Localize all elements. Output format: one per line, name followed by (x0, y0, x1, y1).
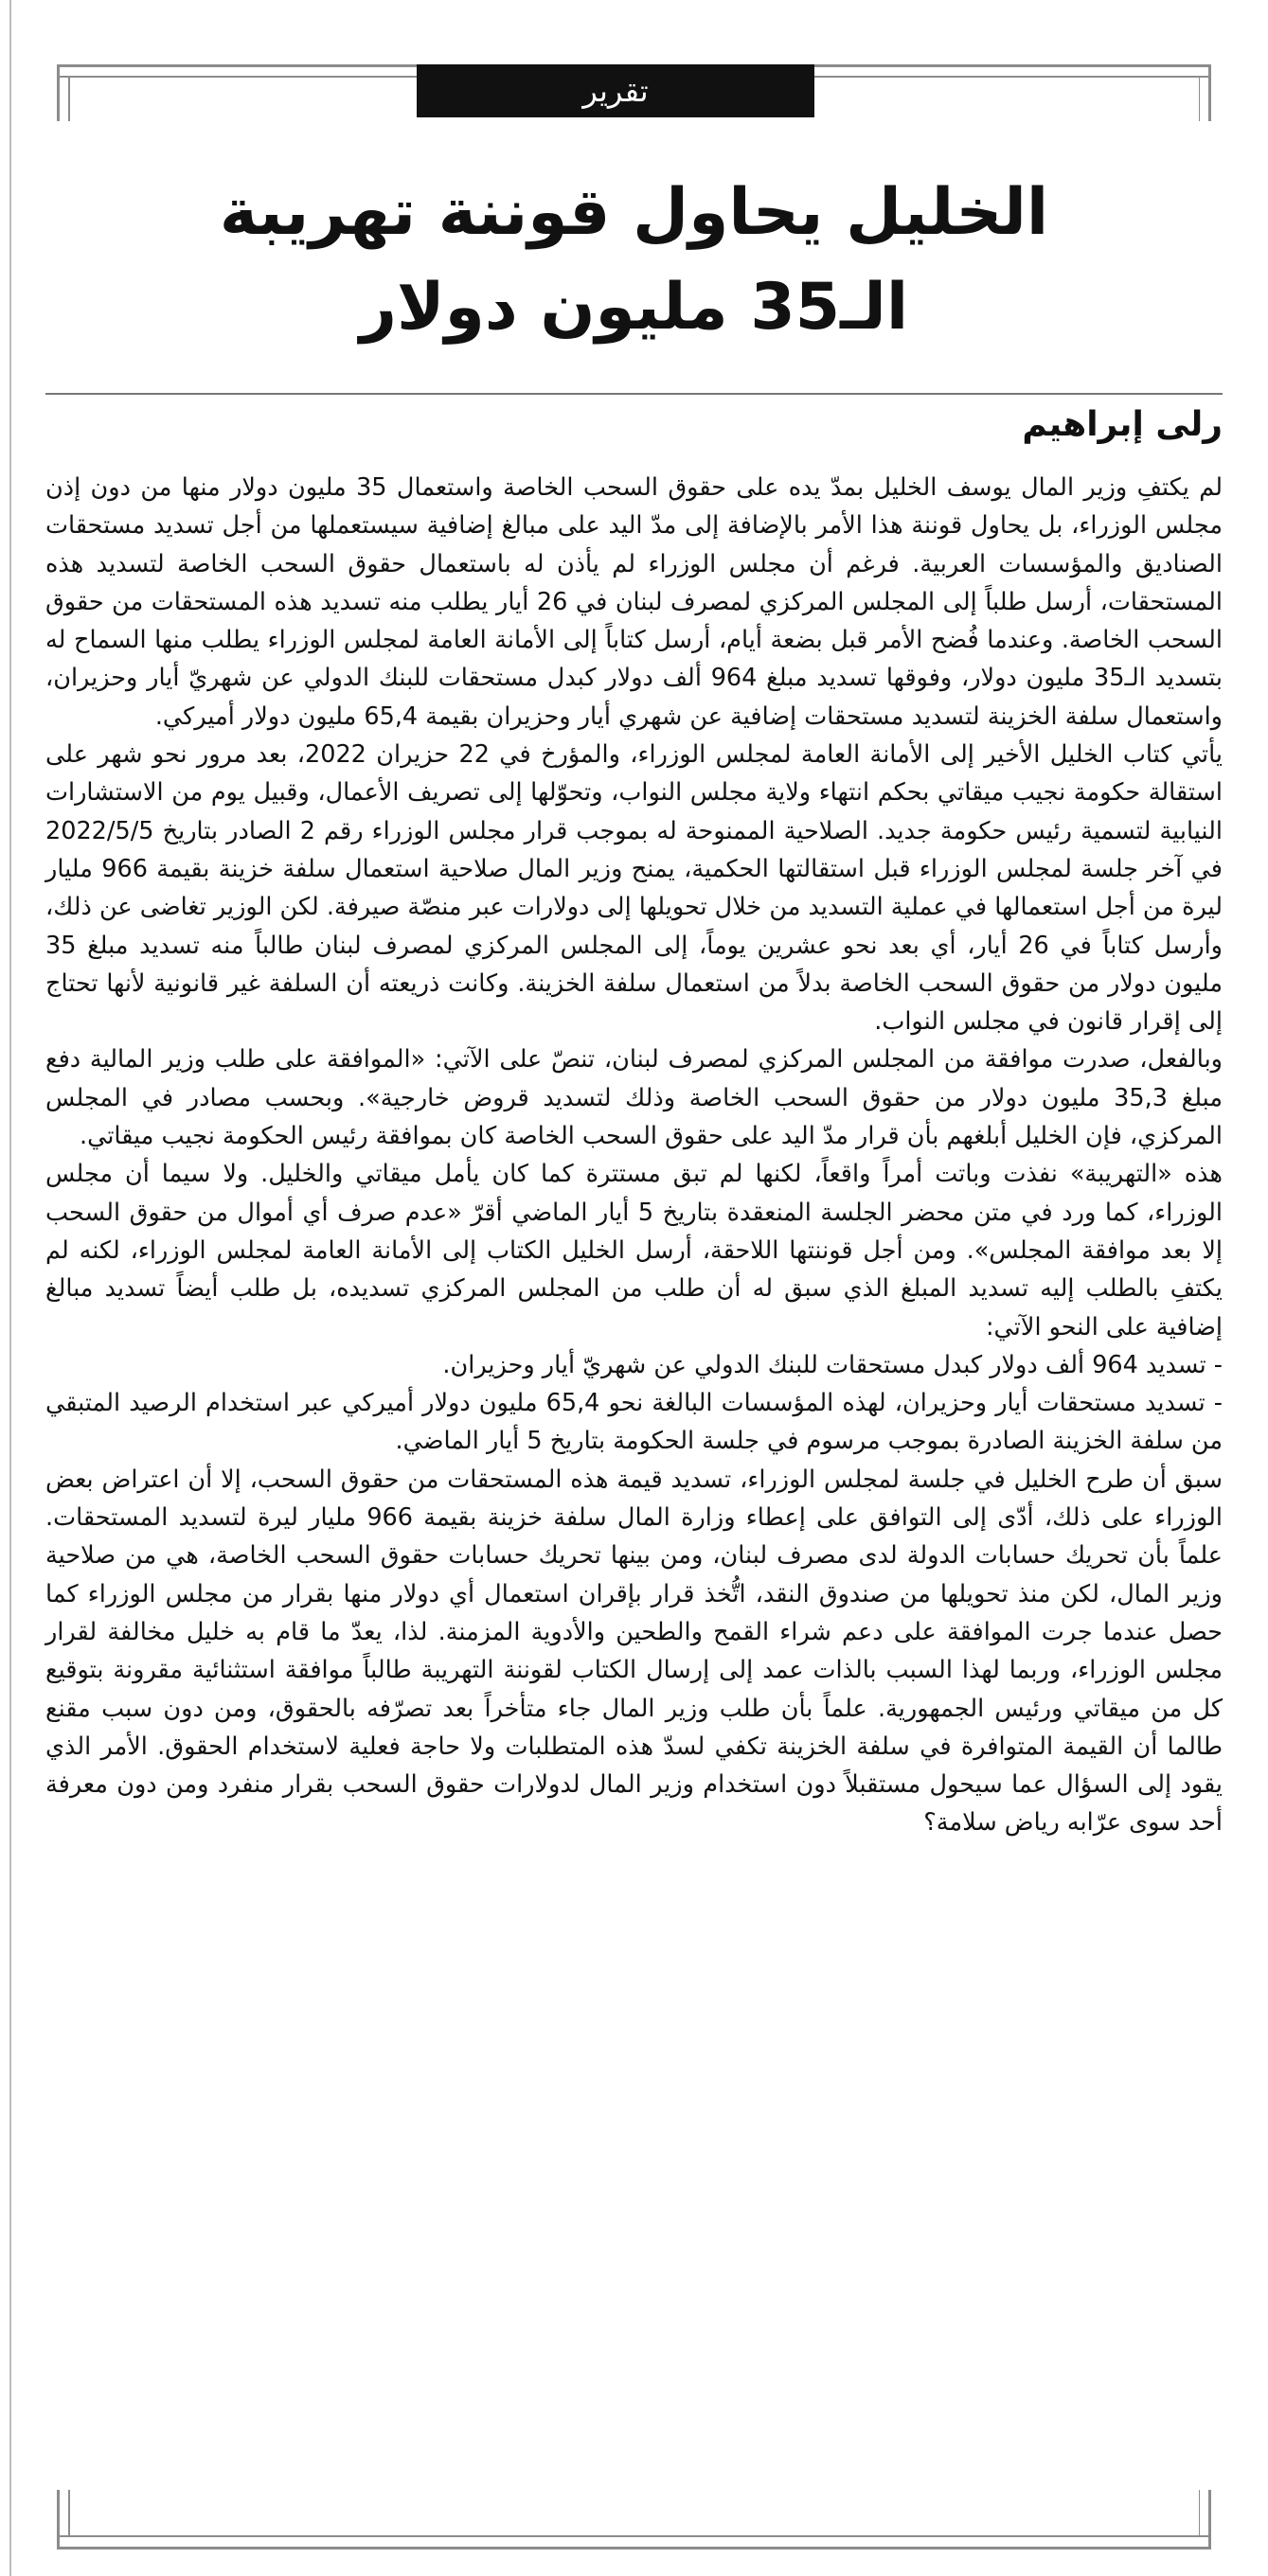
paragraph: - تسديد 964 ألف دولار كبدل مستحقات للبنك الدولي عن شهريّ أيار وحزيران. (442, 1350, 1223, 1379)
frame-bottom-corner-left-inner (68, 2490, 70, 2537)
paragraph: لم يكتفِ وزير المال يوسف الخليل بمدّ يده على حقوق السحب الخاصة واستعمال 35 مليون دولار منها من دون إذن مجلس الوزراء، بل يحاول قوننة هذا الأمر بالإضافة إلى مدّ اليد على مبالغ إضافية سيستعملها من أجل تسديد مستحقات الصناديق والمؤسسات العربية. فرغم أن مجلس الوزراء لم يأذن له باستعمال حقوق السحب الخاصة لتسديد هذه المستحقات، أرسل طلباً إلى المجلس المركزي لمصرف لبنان في 26 أيار يطلب منه تسديد هذه المستحقات من حقوق السحب الخاصة. وعندما فُضح الأمر قبل بضعة أيام، أرسل كتاباً إلى الأمانة العامة لمجلس الوزراء يطلب منها السماح له بتسديد الـ35 مليون دولار، وفوقها تسديد مبلغ 964 ألف دولار كبدل مستحقات للبنك الدولي عن شهريّ أيار وحزيران، واستعمال سلفة الخزينة لتسديد مستحقات إضافية عن شهري أيار وحزيران بقيمة 65,4 مليون دولار أميركي. (45, 473, 1223, 731)
section-tag: تقرير (417, 64, 814, 117)
paragraph: يأتي كتاب الخليل الأخير إلى الأمانة العامة لمجلس الوزراء، والمؤرخ في 22 حزيران 2022، بعد مرور نحو شهر على استقالة حكومة نجيب ميقاتي بحكم انتهاء ولاية مجلس النواب، وتحوّلها إلى تصريف الأعمال، وقبيل يوم من الاستشارات النيابية لتسمية رئيس حكومة جديد. الصلاحية الممنوحة له بموجب قرار مجلس الوزراء رقم 2 الصادر بتاريخ 2022/5/5 في آخر جلسة لمجلس الوزراء قبل استقالتها الحكمية، يمنح وزير المال صلاحية استعمال سلفة خزينة بقيمة 966 مليار ليرة من أجل استعمالها في عملية التسديد من خلال تحويلها إلى دولارات عبر منصّة صيرفة. لكن الوزير تغاضى عن ذلك، وأرسل كتاباً في 26 أيار، أي بعد نحو عشرين يوماً، إلى المجلس المركزي لمصرف لبنان طالباً منه تسديد مبلغ 35 مليون دولار من حقوق السحب الخاصة بدلاً من استعمال سلفة الخزينة. وكانت ذريعته أن السلفة غير قانونية لأنها تحتاج إلى إقرار قانون في مجلس النواب. (45, 740, 1223, 1037)
article-body (45, 469, 1223, 1842)
frame-bottom-inner-rule (57, 2535, 1211, 2537)
byline-divider (45, 393, 1223, 395)
frame-corner-left-inner (68, 76, 70, 121)
headline-line-2: الـ35 مليون دولار (359, 270, 909, 345)
frame-corner-right-inner (1199, 76, 1201, 121)
headline (85, 166, 1183, 355)
paragraph: - تسديد مستحقات أيار وحزيران، لهذه المؤسسات البالغة نحو 65,4 مليون دولار أميركي عبر استخدام الرصيد المتبقي من سلفة الخزينة الصادرة بموجب مرسوم في جلسة الحكومة بتاريخ 5 أيار الماضي. (45, 1389, 1223, 1456)
frame-bottom-corner-right-inner (1199, 2490, 1201, 2537)
frame-corner-right (1208, 64, 1211, 121)
page-edge-line (9, 0, 11, 2576)
frame-corner-left (57, 64, 60, 121)
headline-line-1: الخليل يحاول قوننة تهريبة (219, 175, 1049, 250)
paragraph: سبق أن طرح الخليل في جلسة لمجلس الوزراء، تسديد قيمة هذه المستحقات من حقوق السحب، إلا أن اعتراض بعض الوزراء على ذلك، أدّى إلى التوافق على إعطاء وزارة المال سلفة خزينة بقيمة 966 مليار ليرة لتسديد المستحقات. علماً بأن تحريك حسابات الدولة لدى مصرف لبنان، ومن بينها تحريك حسابات حقوق السحب الخاصة، هي من صلاحية وزير المال، لكن منذ تحويلها من صندوق النقد، اتُّخذ قرار بإقران استعمال أي دولار منها بقرار من مجلس الوزراء كما حصل عندما جرت الموافقة على دعم شراء القمح والطحين والأدوية المزمنة. لذا، يعدّ ما قام به خليل مخالفة لقرار مجلس الوزراء، وربما لهذا السبب بالذات عمد إلى إرسال الكتاب لقوننة التهريبة طالباً موافقة استثنائية مقرونة بتوقيع كل من ميقاتي ورئيس الجمهورية. علماً بأن طلب وزير المال جاء متأخراً بعد تصرّفه بالحقوق، ومن دون سبب مقنع طالما أن القيمة المتوافرة في سلفة الخزينة تكفي لسدّ هذه المتطلبات ولا حاجة فعلية لاستخدام الحقوق. الأمر الذي يقود إلى السؤال عما سيحول مستقبلاً دون استخدام وزير المال لدولارات حقوق السحب بقرار منفرد ومن دون معرفة أحد سوى عرّابه رياض سلامة؟ (45, 1465, 1223, 1838)
frame-bottom-corner-right (1208, 2490, 1211, 2549)
frame-bottom-rule (57, 2547, 1211, 2549)
frame-bottom-corner-left (57, 2490, 60, 2549)
byline: رلى إبراهيم (1022, 405, 1223, 444)
paragraph: وبالفعل، صدرت موافقة من المجلس المركزي لمصرف لبنان، تنصّ على الآتي: «الموافقة على طلب وزير المالية دفع مبلغ 35,3 مليون دولار من حقوق السحب الخاصة وذلك لتسديد قروض خارجية». وبحسب مصادر في المجلس المركزي، فإن الخليل أبلغهم بأن قرار مدّ اليد على حقوق السحب الخاصة كان بموافقة رئيس الحكومة نجيب ميقاتي. (45, 1045, 1223, 1151)
paragraph: هذه «التهريبة» نفذت وباتت أمراً واقعاً، لكنها لم تبق مستترة كما كان يأمل ميقاتي والخليل. ولا سيما أن مجلس الوزراء، كما ورد في متن محضر الجلسة المنعقدة بتاريخ 5 أيار الماضي أقرّ «عدم صرف أي أموال من حقوق السحب إلا بعد موافقة المجلس». ومن أجل قوننتها اللاحقة، أرسل الخليل الكتاب إلى الأمانة العامة لمجلس الوزراء، لكنه لم يكتفِ بالطلب إليه تسديد المبلغ الذي سبق له أن طلب من المجلس المركزي تسديده، بل طلب أيضاً تسديد مبالغ إضافية على النحو الآتي: (45, 1160, 1223, 1341)
